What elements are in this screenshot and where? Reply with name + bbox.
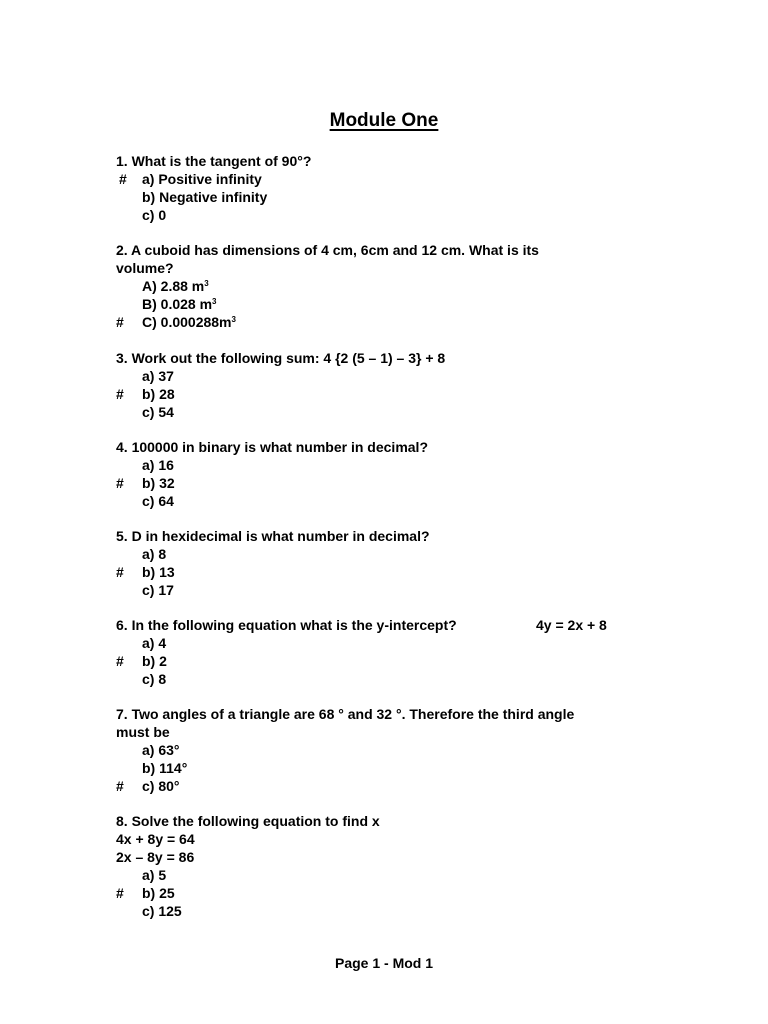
answer-marker: # — [116, 778, 124, 794]
option-b: b) 32 — [142, 475, 175, 491]
answer-marker: # — [116, 475, 124, 491]
question-text: 6. In the following equation what is the y-intercept? — [116, 617, 457, 633]
option-b: b) 13 — [142, 564, 175, 580]
question-text: 8. Solve the following equation to find x — [116, 813, 380, 829]
option-c: c) 64 — [142, 493, 174, 509]
option-b: b) 25 — [142, 885, 175, 901]
option-a: a) 63° — [142, 742, 180, 758]
option-b: b) 114° — [142, 760, 188, 776]
option-c: c) 8 — [142, 671, 167, 687]
option-c: c) 17 — [142, 582, 174, 598]
option-c: c) 80° — [142, 778, 180, 794]
answer-marker: # — [119, 171, 127, 187]
option-b: b) Negative infinity — [142, 189, 268, 205]
question-text: 1. What is the tangent of 90°? — [116, 153, 312, 169]
option-c: c) 125 — [142, 903, 182, 919]
option-a: a) Positive infinity — [142, 171, 262, 187]
option-a: a) 16 — [142, 457, 174, 473]
answer-marker: # — [116, 885, 124, 901]
option-b: b) 28 — [142, 386, 175, 402]
equation-2: 2x – 8y = 86 — [116, 849, 195, 865]
question-text-continued: volume? — [116, 260, 174, 276]
option-a: a) 4 — [142, 635, 167, 651]
page-footer: Page 1 - Mod 1 — [334, 955, 434, 971]
option-c: c) 54 — [142, 404, 174, 420]
equation-1: 4x + 8y = 64 — [116, 831, 195, 847]
answer-marker: # — [116, 653, 124, 669]
answer-marker: # — [116, 386, 124, 402]
answer-marker: # — [116, 564, 124, 580]
option-b: B) 0.028 $m^3$ — [142, 296, 217, 312]
question-text-continued: must be — [116, 724, 170, 740]
option-a: A) 2.88 $m^3$ — [142, 278, 209, 294]
question-text: 5. D in hexidecimal is what number in decimal? — [116, 528, 430, 544]
answer-marker: # — [116, 314, 124, 330]
equation: 4y = 2x + 8 — [536, 617, 607, 633]
option-c: C) $0.000288m^3$ — [142, 314, 236, 330]
question-text: 3. Work out the following sum: 4 {2 (5 – 1) – 3} + 8 — [116, 350, 446, 366]
option-c: c) 0 — [142, 207, 167, 223]
option-a: a) 8 — [142, 546, 167, 562]
question-text: 4. 100000 in binary is what number in decimal? — [116, 439, 428, 455]
option-a: a) 37 — [142, 368, 174, 384]
option-b: b) 2 — [142, 653, 167, 669]
question-text: 2. A cuboid has dimensions of 4 cm, 6cm and 12 cm. What is its — [116, 242, 539, 258]
page-title: Module One — [329, 110, 439, 131]
option-a: a) 5 — [142, 867, 167, 883]
question-text: 7. Two angles of a triangle are 68 ° and 32 °. Therefore the third angle — [116, 706, 575, 722]
